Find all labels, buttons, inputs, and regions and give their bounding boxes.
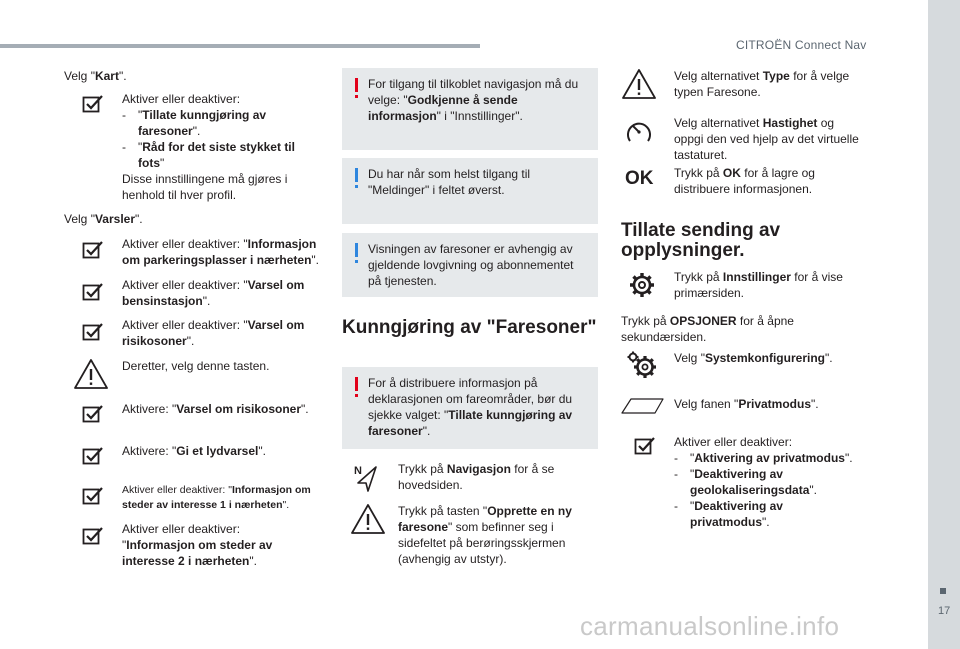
- checkbox-icon: [82, 282, 104, 302]
- note-meldinger: Du har når som helst tilgang til "Meldinger" i feltet øverst.: [342, 158, 598, 224]
- checkbox-icon: [82, 486, 104, 506]
- svg-text:N: N: [354, 465, 362, 477]
- page-end-marker: [940, 588, 946, 594]
- note-godkjenne: For tilgang til tilkoblet navigasjon må du velge: "Godkjenne å sende informasjon" i "Innstillinger".: [342, 68, 598, 150]
- warning-triangle-icon: [621, 68, 657, 100]
- step-opprette-faresone: Trykk på tasten "Opprette en ny faresone" som befinner seg i sidefeltet på berøringsskjermen (avhengig av utstyr).: [398, 504, 572, 566]
- tab-icon: [621, 397, 665, 415]
- checkbox-icon: [82, 446, 104, 466]
- warning-mark-icon: [355, 78, 358, 92]
- velg-kart: Velg "Kart".: [64, 69, 127, 83]
- section-heading-faresoner: Kunngjøring av "Faresoner": [342, 317, 597, 338]
- checkbox-icon: [82, 94, 104, 114]
- info-mark-icon: [355, 168, 358, 182]
- checkbox-icon: [82, 240, 104, 260]
- checkbox-icon: [634, 436, 656, 456]
- item-interesse-2: Aktiver eller deaktiver: "Informasjon om steder av interesse 2 i nærheten".: [122, 522, 273, 568]
- step-ok: Trykk på OK for å lagre og distribuere informasjonen.: [674, 166, 815, 196]
- navigation-icon: [354, 463, 380, 493]
- note-distribuere: For å distribuere informasjon på deklarasjonen om fareområder, bør du sjekke valget: "Tillate kunngjøring av faresoner".: [342, 367, 598, 449]
- step-hastighet: Velg alternativet Hastighet og oppgi den ved hjelp av det virtuelle tastaturet.: [674, 116, 859, 162]
- speedometer-icon: [624, 117, 654, 147]
- item-bensinstasjon: Aktiver eller deaktiver: "Varsel om bensinstasjon".: [122, 278, 305, 308]
- note-faresoner-lovgivning: Visningen av faresoner er avhengig av gjeldende lovgivning og abonnementet på tjenesten.: [342, 233, 598, 297]
- item-interesse-1: Aktiver eller deaktiver: "Informasjon om steder av interesse 1 i nærheten".: [122, 484, 311, 511]
- item-lydvarsel: Aktivere: "Gi et lydvarsel".: [122, 444, 266, 458]
- page-number: 17: [938, 605, 951, 617]
- checkbox-icon: [82, 526, 104, 546]
- step-systemkonfigurering: Velg "Systemkonfigurering".: [674, 351, 833, 365]
- item-parkeringsplasser: Aktiver eller deaktiver: "Informasjon om parkeringsplasser i nærheten".: [122, 237, 319, 267]
- header-rule: [0, 44, 480, 48]
- ok-icon: OK: [625, 168, 654, 189]
- warning-triangle-icon: [350, 503, 386, 535]
- item-tillate-kunngjoring: Aktiver eller deaktiver: - "Tillate kunngjøring av faresoner". - "Råd for det siste stykket til fots" Disse innstillingene må gjøres i henhold til hver profil.: [122, 92, 295, 202]
- warning-triangle-icon: [73, 358, 109, 390]
- checkbox-icon: [82, 404, 104, 424]
- section-heading-tillate-sending: Tillate sending av opplysninger.: [621, 220, 781, 261]
- item-risikosoner: Aktiver eller deaktiver: "Varsel om risikosoner".: [122, 318, 305, 348]
- step-opsjoner: Trykk på OPSJONER for å åpne sekundærsiden.: [621, 314, 794, 344]
- system-config-gears-icon: [626, 350, 660, 380]
- step-privatmodus-fane: Velg fanen "Privatmodus".: [674, 397, 819, 411]
- page-margin-band: [928, 0, 960, 649]
- step-innstillinger: Trykk på Innstillinger for å vise primærsiden.: [674, 270, 843, 300]
- header-brand: CITROËN Connect Nav: [736, 38, 867, 52]
- info-mark-icon: [355, 243, 358, 257]
- step-type: Velg alternativet Type for å velge typen Faresone.: [674, 69, 850, 99]
- item-aktivere-risikosoner: Aktivere: "Varsel om risikosoner".: [122, 402, 309, 416]
- item-deretter: Deretter, velg denne tasten.: [122, 359, 270, 373]
- velg-varsler: Velg "Varsler".: [64, 212, 143, 226]
- step-navigasjon: Trykk på Navigasjon for å se hovedsiden.: [398, 462, 555, 492]
- step-privatmodus-valg: Aktiver eller deaktiver: - "Aktivering av privatmodus". - "Deaktivering av geolokaliseringsdata". - "Deaktivering av privatmodus".: [674, 435, 853, 529]
- settings-gear-icon: [627, 270, 657, 300]
- checkbox-icon: [82, 322, 104, 342]
- watermark: carmanualsonline.info: [580, 611, 840, 641]
- warning-mark-icon: [355, 377, 358, 391]
